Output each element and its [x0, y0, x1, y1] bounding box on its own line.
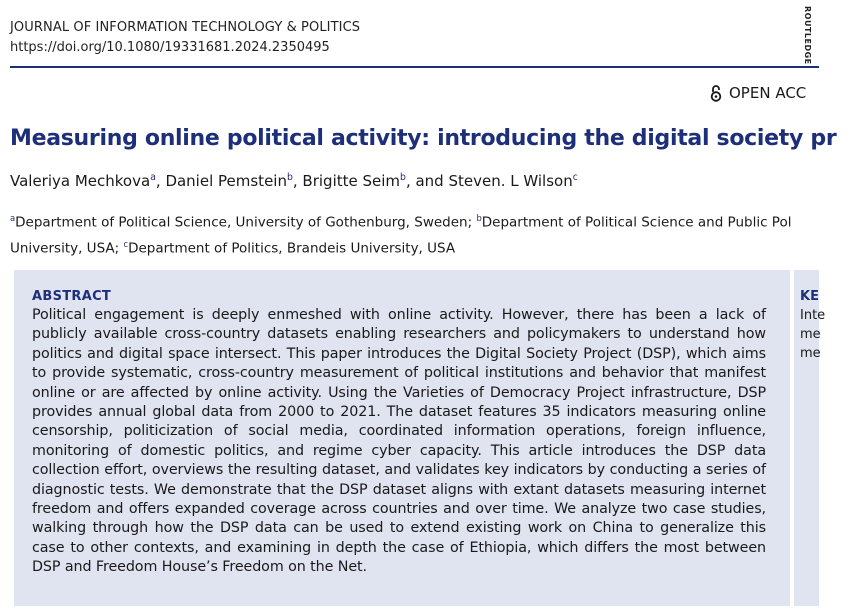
header-rule: [10, 66, 819, 68]
open-access-badge: [709, 84, 806, 102]
affiliation-key: b: [476, 213, 482, 223]
author-list: Valeriya Mechkova$^a$, Daniel Pemstein$^b$, Brigitte Seim$^b$, and Steven. L Wilson$^c$: [10, 172, 578, 190]
keyword-item: me: [800, 346, 821, 361]
publisher-logo: ROUTLEDGE: [803, 6, 812, 65]
journal-name: JOURNAL OF INFORMATION TECHNOLOGY & POLITICS: [10, 20, 361, 35]
author-name[interactable]: Steven. L Wilson: [448, 172, 573, 190]
doi-link[interactable]: https://doi.org/10.1080/19331681.2024.2350495: [10, 40, 330, 55]
keyword-item: Inte: [800, 308, 826, 323]
author-name[interactable]: Daniel Pemstein: [165, 172, 287, 190]
affiliation-text: Department of Politics, Brandeis University, USA: [128, 240, 456, 256]
open-access-label: OPEN ACC: [729, 84, 807, 102]
open-lock-icon: [709, 84, 723, 102]
affiliations: [10, 208, 850, 259]
author-affiliation-marker: a: [150, 172, 156, 183]
keyword-item: me: [800, 327, 821, 342]
keywords-heading: KE: [800, 289, 819, 304]
affiliation-text: Department of Political Science and Public Pol University, USA;: [10, 214, 792, 256]
author-affiliation-marker: b: [286, 172, 293, 183]
abstract-heading: ABSTRACT: [32, 289, 112, 304]
author-affiliation-marker: b: [400, 172, 406, 183]
affiliation-key: c: [123, 238, 129, 249]
article-title: Measuring online political activity: introducing the digital society pr: [10, 126, 837, 151]
abstract-body: Political engagement is deeply enmeshed with online activity. However, there has been a lack of publicly available cross-country datasets enabling researchers and policymakers to understand how politics and digital space intersect. This paper introduces the Digital Society Project (DSP), which aims to provide systematic, cross-country measurement of political institutions and behavior that manifest online or are affected by online activity. Using the Varieties of Democracy Project infrastructure, DSP provides annual global data from 2000 to 2021. The dataset features 35 indicators measuring online censorship, politicization of social media, coordinated information operations, foreign influence, monitoring of domestic politics, and regime cyber capacity. This article introduces the DSP data collection effort, overviews the resulting dataset, and validates key indicators by conducting a series of diagnostic tests. We demonstrate that the DSP dataset aligns with extant datasets measuring internet freedom and offers expanded coverage across countries and over time. We analyze two case studies, walking through how the DSP data can be used to extend existing work on China to generalize this case to other contexts, and examining in depth the case of Ethiopia, which differs the most between DSP and Freedom House’s Freedom on the Net.: [32, 307, 766, 576]
author-name[interactable]: Brigitte Seim: [302, 172, 401, 190]
affiliation-text: Department of Political Science, University of Gothenburg, Sweden;: [15, 214, 477, 231]
author-affiliation-marker: c: [572, 172, 578, 183]
keywords-list: [800, 306, 826, 363]
affiliation-key: a: [10, 213, 16, 223]
author-name[interactable]: Valeriya Mechkova: [10, 172, 151, 190]
